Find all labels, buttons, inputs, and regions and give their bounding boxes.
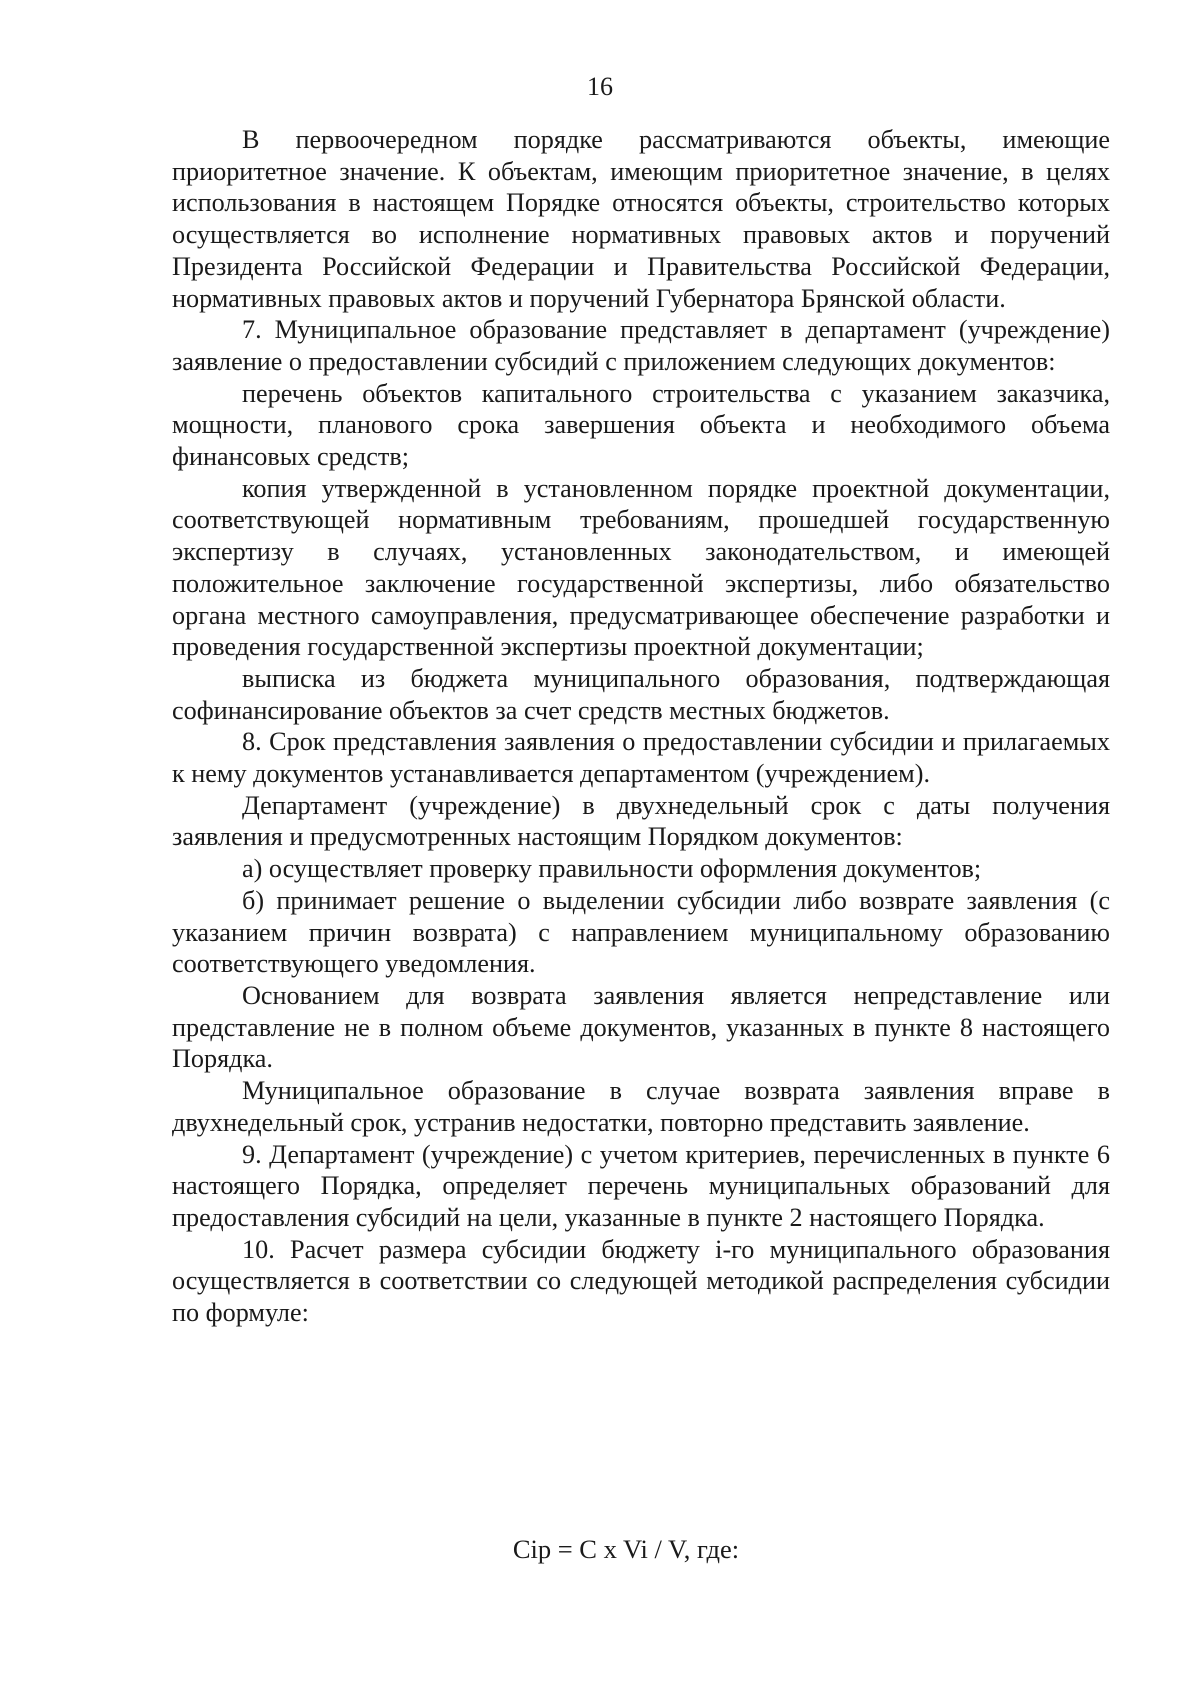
paragraph-project-documentation: копия утвержденной в установленном порядке проектной документации, соответствующей нормативным требованиям, прошедшей государственную экспертизу в случаях, установленных законодательством, и имеющей положительное заключение государственной экспертизы, либо обязательство органа местного самоуправления, предусматривающее обеспечение разработки и проведения государственной экспертизы проектной документации; <box>172 473 1110 662</box>
subsidy-formula: Сip = С x Vi / V, где: <box>512 1534 740 1564</box>
paragraph-item-8: 8. Срок представления заявления о предоставлении субсидии и прилагаемых к нему документов устанавливается департаментом (учреждением). <box>172 727 1110 789</box>
paragraph-return-grounds: Основанием для возврата заявления является непредставление или представление не в полном объеме документов, указанных в пункте 8 настоящего Порядка. <box>172 980 1110 1074</box>
paragraph-subitem-b: б) принимает решение о выделении субсидии либо возврате заявления (с указанием причин возврата) с направлением муниципальному образованию соответствующего уведомления. <box>172 885 1110 979</box>
paragraph-item-10: 10. Расчет размера субсидии бюджету i-го муниципального образования осуществляется в соответствии со следующей методикой распределения субсидии по формуле: <box>172 1234 1110 1328</box>
page-number: 16 <box>587 72 613 101</box>
paragraph-item-9: 9. Департамент (учреждение) с учетом критериев, перечисленных в пункте 6 настоящего Порядка, определяет перечень муниципальных образований для предоставления субсидий на цели, указанные в пункте 2 настоящего Порядка. <box>172 1139 1110 1232</box>
paragraph-department-review: Департамент (учреждение) в двухнедельный срок с даты получения заявления и предусмотренных настоящим Порядком документов: <box>172 790 1110 852</box>
paragraph-budget-extract: выписка из бюджета муниципального образования, подтверждающая софинансирование объектов за счет средств местных бюджетов. <box>172 663 1110 725</box>
document-body <box>172 124 1110 1329</box>
paragraph-objects-list: перечень объектов капитального строительства с указанием заказчика, мощности, планового срока завершения объекта и необходимого объема финансовых средств; <box>172 378 1110 472</box>
paragraph-subitem-a: а) осуществляет проверку правильности оформления документов; <box>242 854 982 884</box>
paragraph-priority-objects: В первоочередном порядке рассматриваются объекты, имеющие приоритетное значение. К объектам, имеющим приоритетное значение, в целях использования в настоящем Порядке относятся объекты, строительство которых осуществляется во исполнение нормативных правовых актов и поручений Президента Российской Федерации и Правительства Российской Федерации, нормативных правовых актов и поручений Губернатора Брянской области. <box>172 125 1110 313</box>
paragraph-resubmission: Муниципальное образование в случае возврата заявления вправе в двухнедельный срок, устранив недостатки, повторно представить заявление. <box>172 1076 1110 1137</box>
paragraph-item-7: 7. Муниципальное образование представляет в департамент (учреждение) заявление о предоставлении субсидий с приложением следующих документов: <box>172 315 1110 376</box>
